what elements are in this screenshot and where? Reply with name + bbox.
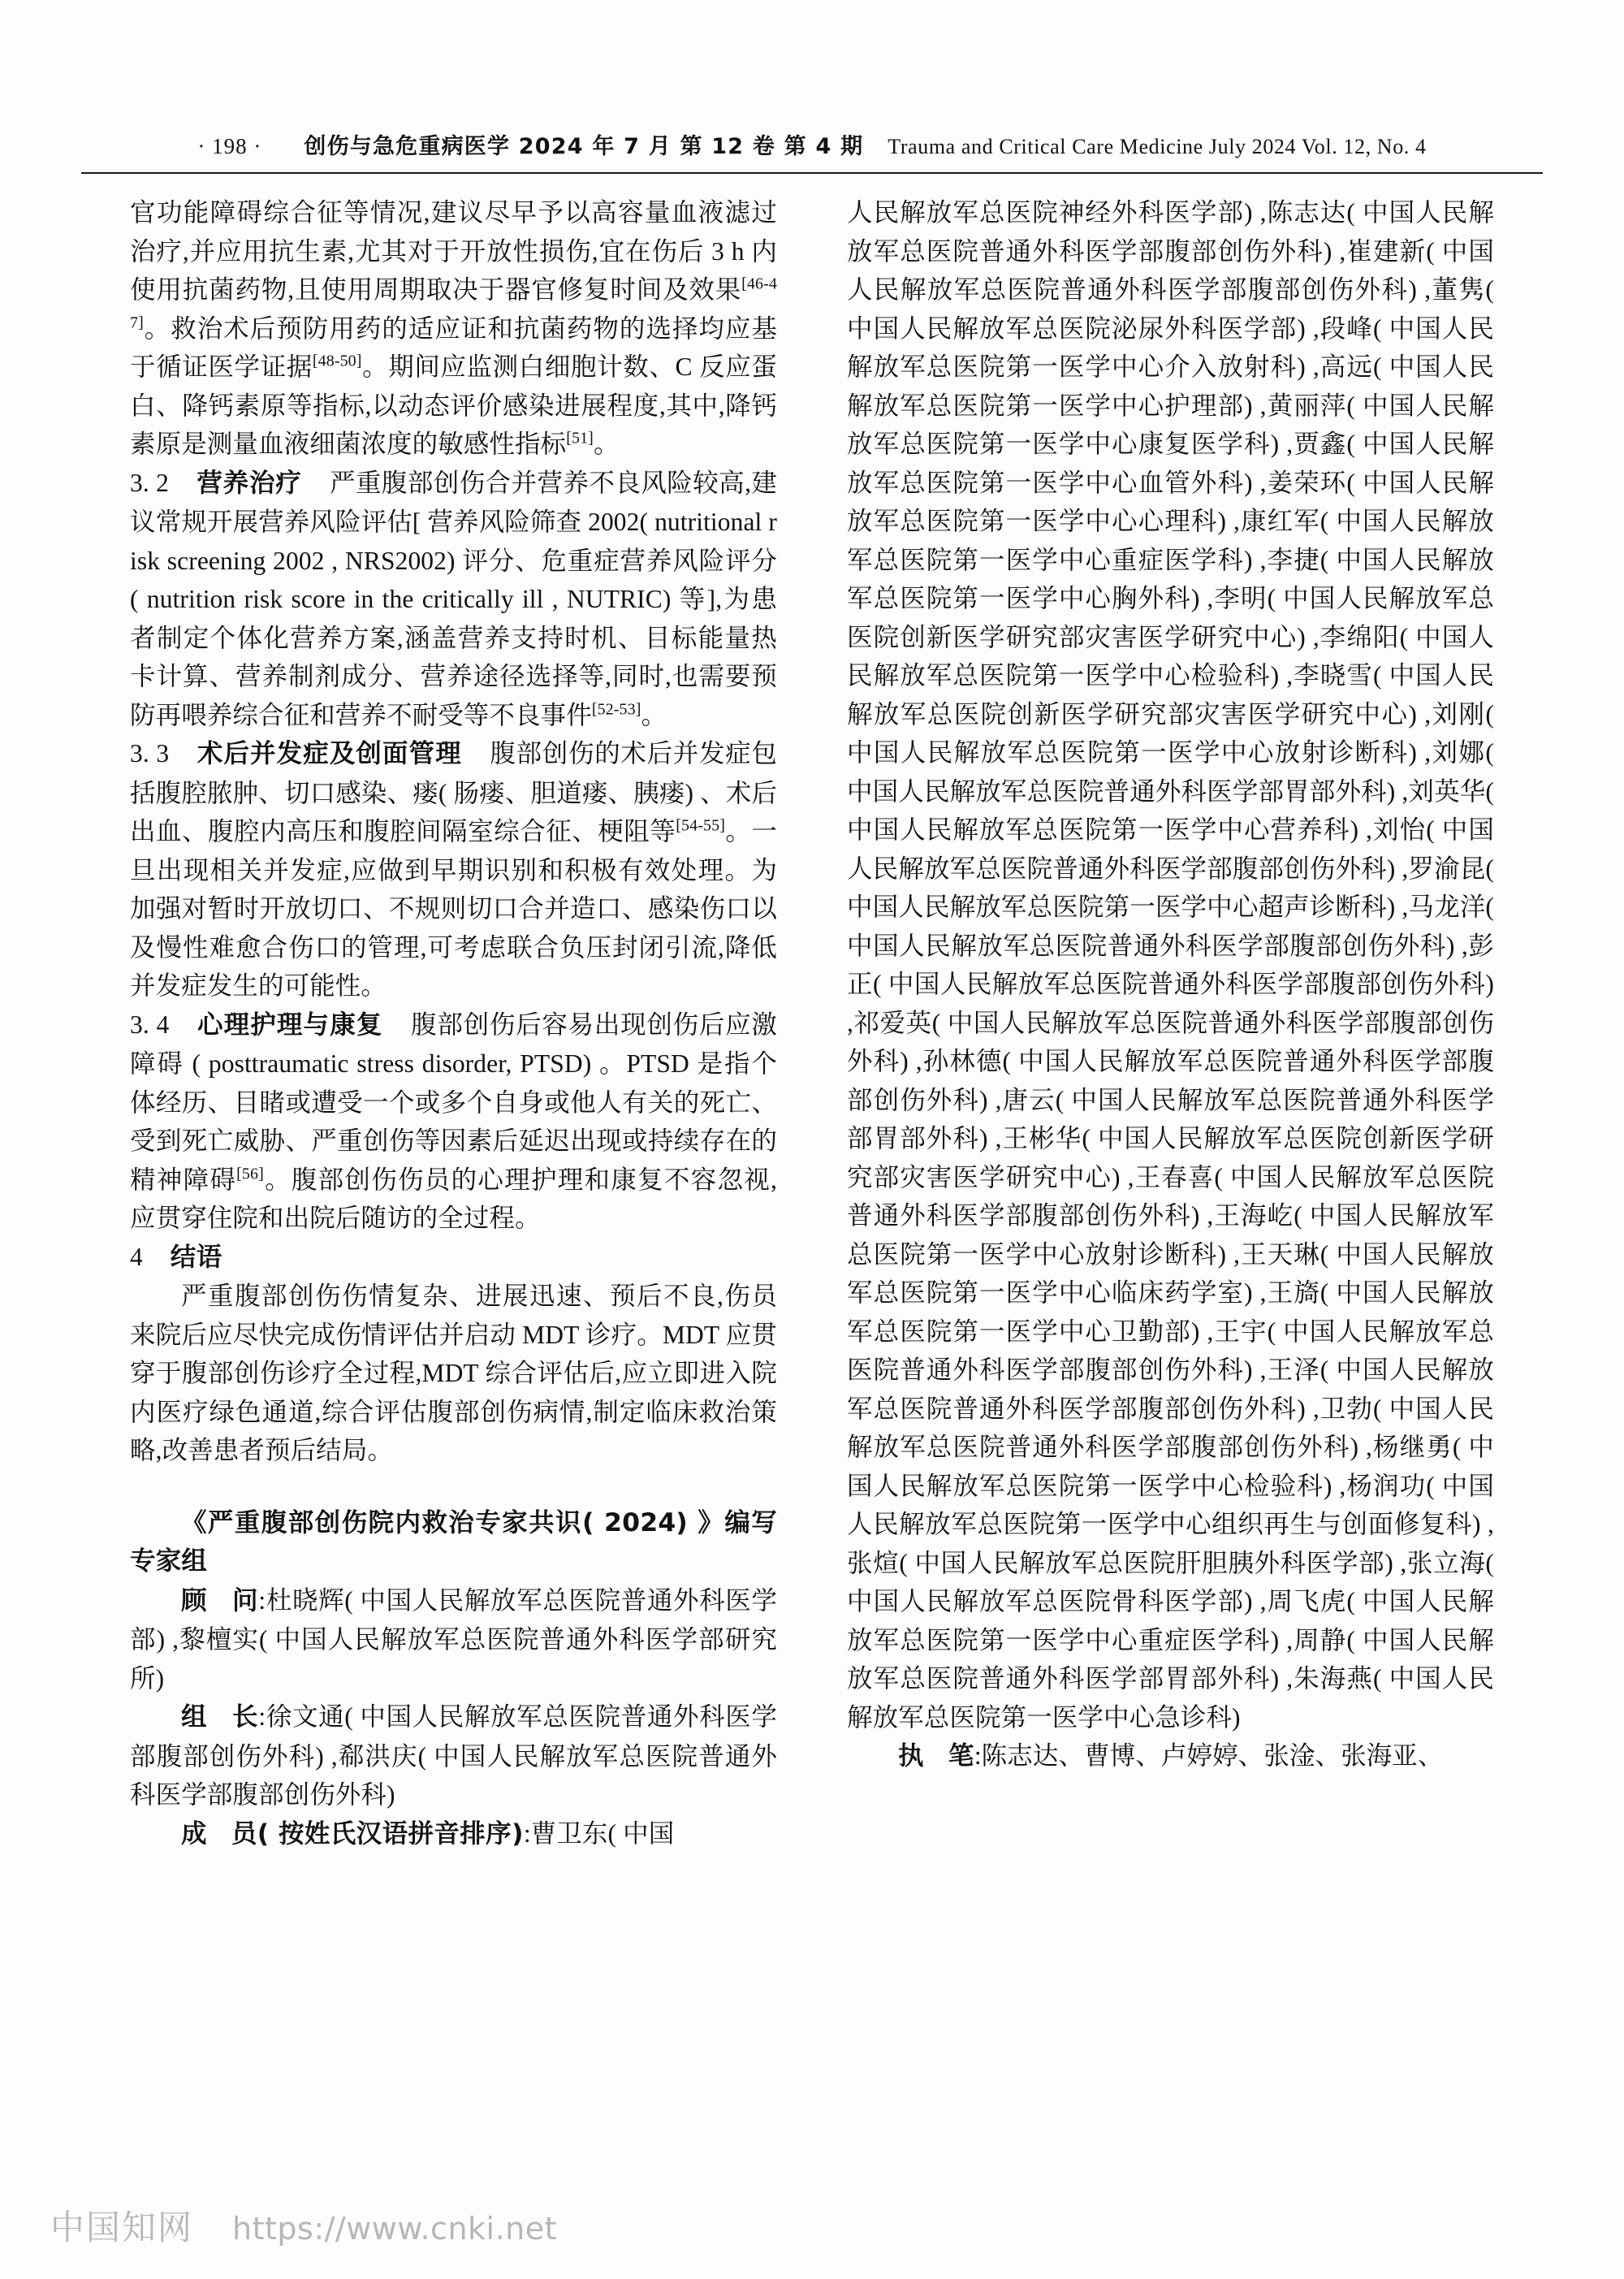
expert-advisors [130, 1581, 777, 1698]
leader-label-2: 长 [231, 1702, 259, 1732]
two-column-body [130, 193, 1494, 1853]
writer-label: 执 [898, 1741, 924, 1771]
continued-text-1: 官功能障碍综合征等情况,建议尽早予以高容量血液滤过治疗,并应用抗生素,尤其对于开放性损伤,宜在伤后 3 h 内使用抗菌药物,且使用周期取决于器官修复时间及效果 [130, 198, 777, 304]
reference-marker: [48-50] [312, 352, 362, 370]
section-body-1: 腹部创伤的术后并发症包括腹腔脓肿、切口感染、瘘( 肠瘘、胆道瘘、胰瘘) 、术后出血、腹腔内高压和腹腔间隔室综合征、梗阻等 [130, 739, 777, 845]
expert-group-title: 《严重腹部创伤院内救治专家共识( 2024) 》编写专家组 [130, 1507, 777, 1576]
leader-label: 组 [181, 1702, 208, 1732]
journal-title-english: Trauma and Critical Care Medicine July 2024 Vol. 12, No. 4 [888, 135, 1427, 158]
expert-leaders [130, 1697, 777, 1814]
section-body-2: 。 [641, 700, 667, 729]
members-names-start: 曹卫东( 中国 [530, 1818, 675, 1848]
cnki-url: https://www.cnki.net [232, 2211, 558, 2247]
reference-marker: [46-47] [130, 275, 777, 331]
section-number: 3. 3 [130, 739, 170, 768]
writer-separator: : [974, 1741, 982, 1770]
section-number: 3. 4 [130, 1010, 170, 1039]
section-body-2: 。一旦出现相关并发症,应做到早期识别和积极有效处理。为加强对暂时开放切口、不规则切口合并造口、感染伤口以及慢性难愈合伤口的管理,可考虑联合负压封闭引流,降低并发症发生的可能性。 [130, 817, 777, 1000]
section-4-heading [130, 1238, 777, 1278]
left-column [130, 193, 777, 1853]
section-body-1: 腹部创伤后容易出现创伤后应激障碍 ( posttraumatic stress disorder, PTSD) 。PTSD 是指个体经历、目睹或遭受一个或多个自身或他人有关的死亡、受到死亡威胁、严重创伤等因素后延迟出现或持续存在的精神障碍 [130, 1010, 777, 1194]
cnki-watermark [50, 2201, 557, 2250]
section-4-body: 严重腹部创伤伤情复杂、进展迅速、预后不良,伤员来院后应尽快完成伤情评估并启动 MDT 诊疗。MDT 应贯穿于腹部创伤诊疗全过程,MDT 综合评估后,应立即进入院内医疗绿色通道,综合评估腹部创伤病情,制定临床救治策略,改善患者预后结局。 [130, 1282, 777, 1464]
continued-text-3: 。期间应监测白细胞计数、C 反应蛋白、降钙素原等指标,以动态评价感染进展程度,其中,降钙素原是测量血液细菌浓度的敏感性指标 [130, 352, 777, 458]
section-body-1: 严重腹部创伤合并营养不良风险较高,建议常规开展营养风险评估[ 营养风险筛查 2002( nutritional risk screening 2002 , NRS2002) 评分、危重症营养风险评分 ( nutrition risk score in the critically ill , NUTRIC) 等],为患者制定个体化营养方案,涵盖营养支持时机、目标能量热卡计算、营养制剂成分、营养途径选择等,同时,也需要预防再喂养综合征和营养不耐受等不良事件 [130, 468, 777, 729]
continued-text-4: 。 [593, 430, 620, 458]
reference-marker: [52-53] [591, 700, 641, 718]
advisor-label: 顾 [181, 1585, 208, 1615]
writer-names: 陈志达、曹博、卢婷婷、张淦、张海亚、 [981, 1741, 1444, 1770]
reference-marker: [56] [236, 1165, 264, 1183]
reference-marker: [54-55] [676, 816, 725, 835]
leader-names: 徐文通( 中国人民解放军总医院普通外科医学部腹部创伤外科) ,郗洪庆( 中国人民解放军总医院普通外科医学部腹部创伤外科) [130, 1702, 777, 1809]
expert-writers [847, 1736, 1494, 1776]
leader-separator: : [258, 1702, 266, 1731]
advisor-label-2: 问 [231, 1585, 259, 1615]
expert-members-continued: 人民解放军总医院神经外科医学部) ,陈志达( 中国人民解放军总医院普通外科医学部腹部创伤外科) ,崔建新( 中国人民解放军总医院普通外科医学部腹部创伤外科) ,董隽( 中国人民解放军总医院泌尿外科医学部) ,段峰( 中国人民解放军总医院第一医学中心介入放射科) ,高远( 中国人民解放军总医院第一医学中心护理部) ,黄丽萍( 中国人民解放军总医院第一医学中心康复医学科) ,贾鑫( 中国人民解放军总医院第一医学中心血管外科) ,姜荣环( 中国人民解放军总医院第一医学中心心理科) ,康红军( 中国人民解放军总医院第一医学中心重症医学科) ,李捷( 中国人民解放军总医院第一医学中心胸外科) ,李明( 中国人民解放军总医院创新医学研究部灾害医学研究中心) ,李绵阳( 中国人民解放军总医院第一医学中心检验科) ,李晓雪( 中国人民解放军总医院创新医学研究部灾害医学研究中心) ,刘刚( 中国人民解放军总医院第一医学中心放射诊断科) ,刘娜( 中国人民解放军总医院普通外科医学部胃部外科) ,刘英华( 中国人民解放军总医院第一医学中心营养科) ,刘怡( 中国人民解放军总医院普通外科医学部腹部创伤外科) ,罗渝昆( 中国人民解放军总医院第一医学中心超声诊断科) ,马龙洋( 中国人民解放军总医院普通外科医学部腹部创伤外科) ,彭正( 中国人民解放军总医院普通外科医学部腹部创伤外科) ,祁爱英( 中国人民解放军总医院普通外科医学部腹部创伤外科) ,孙林德( 中国人民解放军总医院普通外科医学部腹部创伤外科) ,唐云( 中国人民解放军总医院普通外科医学部胃部外科) ,王彬华( 中国人民解放军总医院创新医学研究部灾害医学研究中心) ,王春喜( 中国人民解放军总医院普通外科医学部腹部创伤外科) ,王海屹( 中国人民解放军总医院第一医学中心放射诊断科) ,王天琳( 中国人民解放军总医院第一医学中心临床药学室) ,王旖( 中国人民解放军总医院第一医学中心卫勤部) ,王宇( 中国人民解放军总医院普通外科医学部腹部创伤外科) ,王泽( 中国人民解放军总医院普通外科医学部腹部创伤外科) ,卫勃( 中国人民解放军总医院普通外科医学部腹部创伤外科) ,杨继勇( 中国人民解放军总医院第一医学中心检验科) ,杨润功( 中国人民解放军总医院第一医学中心组织再生与创面修复科) ,张煊( 中国人民解放军总医院肝胆胰外科医学部) ,张立海( 中国人民解放军总医院骨科医学部) ,周飞虎( 中国人民解放军总医院第一医学中心重症医学科) ,周静( 中国人民解放军总医院普通外科医学部胃部外科) ,朱海燕( 中国人民解放军总医院第一医学中心急诊科) [847, 198, 1494, 1732]
section-3-4 [130, 1005, 777, 1238]
advisor-separator: : [258, 1585, 266, 1615]
section-3-2 [130, 464, 777, 735]
continued-text-2: 。救治术后预防用药的适应证和抗菌药物的选择均应基于循证医学证据 [130, 314, 777, 381]
running-head [81, 128, 1543, 169]
section-title: 术后并发症及创面管理 [197, 739, 462, 768]
expert-members [130, 1814, 777, 1854]
writer-label-2: 笔 [948, 1741, 974, 1771]
reference-marker: [51] [566, 429, 594, 448]
journal-title-chinese: 创伤与急危重病医学 2024 年 7 月 第 12 卷 第 4 期 [304, 134, 864, 159]
paragraph-continued [130, 193, 777, 464]
cnki-name: 中国知网 [50, 2208, 194, 2247]
section-title: 心理护理与康复 [197, 1010, 383, 1040]
right-column [847, 193, 1494, 1853]
members-label: 成 [181, 1818, 207, 1849]
header-rule [81, 172, 1543, 174]
section-number: 3. 2 [130, 468, 169, 497]
page-folio: · 198 · [197, 134, 262, 158]
section-number: 4 [130, 1242, 143, 1271]
members-label-2: 员( 按姓氏汉语拼音排序) [231, 1818, 524, 1849]
section-title: 营养治疗 [197, 468, 302, 498]
members-separator: : [523, 1818, 531, 1848]
section-3-3 [130, 734, 777, 1005]
section-body-2: 。腹部创伤伤员的心理护理和康复不容忽视,应贯穿住院和出院后随访的全过程。 [130, 1165, 777, 1232]
advisor-names: 杜晓辉( 中国人民解放军总医院普通外科医学部) ,黎檀实( 中国人民解放军总医院普通外科医学部研究所) [130, 1585, 777, 1693]
section-title: 结语 [170, 1242, 222, 1272]
